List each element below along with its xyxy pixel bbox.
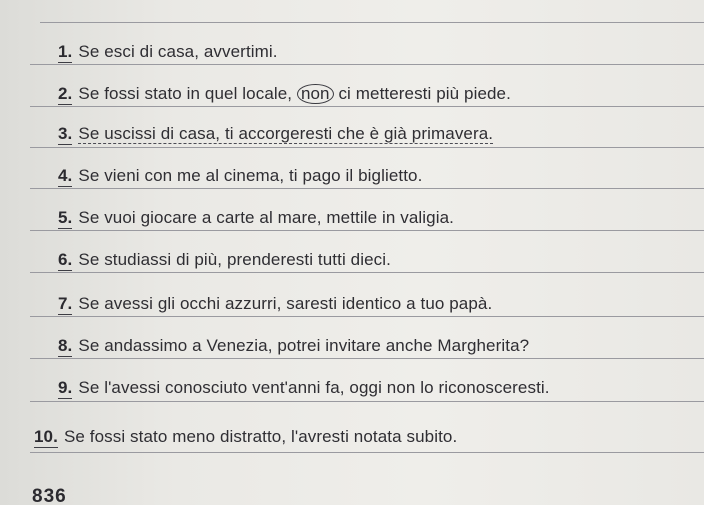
rule-6 xyxy=(30,272,704,273)
sentence-1 xyxy=(58,42,278,63)
sentence-text: Se avessi gli occhi azzurri, saresti identico a tuo papà. xyxy=(78,294,493,313)
sentence-number: 6. xyxy=(58,250,73,269)
rule-3 xyxy=(30,147,704,148)
rule-2 xyxy=(30,106,704,107)
sentence-number: 3. xyxy=(58,124,73,143)
sentence-number: 2. xyxy=(58,84,73,103)
sentence-text: Se fossi stato meno distratto, l'avresti notata subito. xyxy=(63,427,458,446)
sentence-4 xyxy=(58,166,422,187)
rule-5 xyxy=(30,230,704,231)
sentence-5 xyxy=(58,208,454,229)
sentence-text: Se vieni con me al cinema, ti pago il biglietto. xyxy=(78,166,423,185)
sentence-number: 8. xyxy=(58,336,73,355)
sentence-9 xyxy=(58,378,550,399)
sentence-text: Se l'avessi conosciuto vent'anni fa, oggi non lo riconosceresti. xyxy=(78,378,550,397)
sentence-number: 4. xyxy=(58,166,73,185)
rule-8 xyxy=(30,358,704,359)
rule-4 xyxy=(30,188,704,189)
rule-1 xyxy=(30,64,704,65)
rule-top xyxy=(40,22,704,23)
sentence-2 xyxy=(58,84,511,105)
sentence-number: 1. xyxy=(58,42,73,61)
sentence-text-post: ci metteresti più piede. xyxy=(333,84,511,103)
sentence-6 xyxy=(58,250,391,271)
sentence-text: Se uscissi di casa, ti accorgeresti che è già primavera. xyxy=(78,124,494,143)
sentence-text: Se esci di casa, avvertimi. xyxy=(78,42,278,61)
sentence-text: Se vuoi giocare a carte al mare, mettile in valigia. xyxy=(78,208,454,227)
sentence-10 xyxy=(34,427,457,448)
rule-9 xyxy=(30,401,704,402)
sentence-3 xyxy=(58,124,493,145)
sentence-8 xyxy=(58,336,529,357)
sentence-text-pre: Se fossi stato in quel locale, xyxy=(78,84,297,103)
circled-word: non xyxy=(297,84,334,104)
sentence-number: 10. xyxy=(34,427,58,446)
sentence-text: Se andassimo a Venezia, potrei invitare anche Margherita? xyxy=(78,336,530,355)
page-number: 836 xyxy=(32,486,67,505)
rule-7 xyxy=(30,316,704,317)
rule-10 xyxy=(30,452,704,453)
sentence-number: 9. xyxy=(58,378,73,397)
sentence-number: 7. xyxy=(58,294,73,313)
sentence-number: 5. xyxy=(58,208,73,227)
sentence-7 xyxy=(58,294,492,315)
sentence-text: Se studiassi di più, prenderesti tutti dieci. xyxy=(78,250,391,269)
